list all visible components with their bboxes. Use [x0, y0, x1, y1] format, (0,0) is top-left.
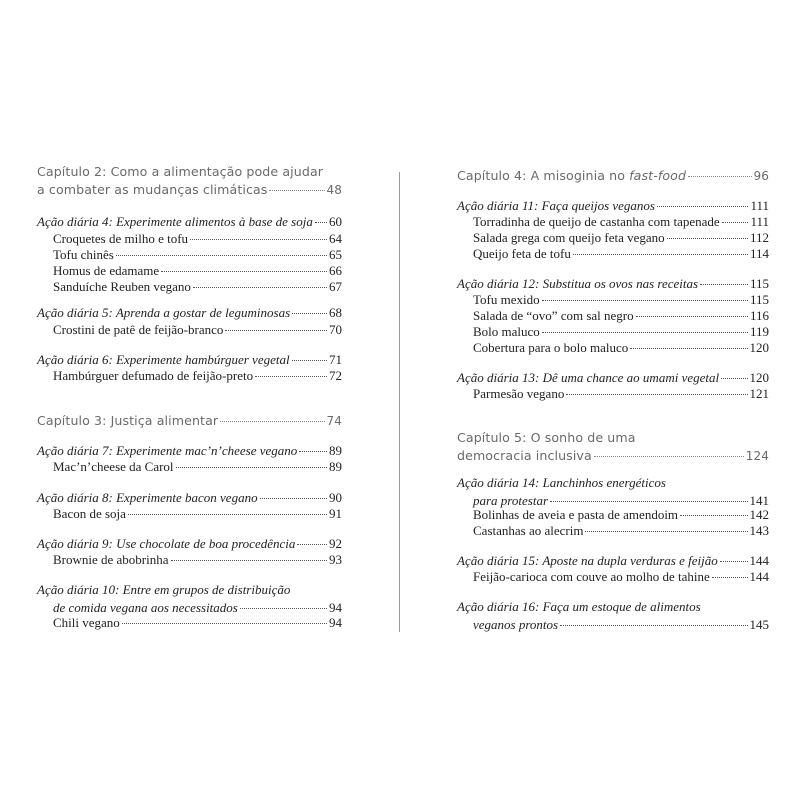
- toc-entry-label: Sanduíche Reuben vegano: [53, 279, 191, 294]
- dot-leader: [720, 561, 748, 562]
- dot-leader: [573, 254, 748, 255]
- toc-entry-label: Cobertura para o bolo maluco: [473, 340, 629, 355]
- toc-entry-label: a combater as mudanças climáticas: [37, 182, 268, 197]
- toc-chapter-3[interactable]: [37, 412, 342, 430]
- dot-leader: [636, 316, 748, 317]
- toc-entry-label-prefix: Capítulo 4: A misoginia no: [457, 168, 630, 183]
- toc-page-number: 124: [745, 449, 769, 463]
- toc-page-number: 71: [329, 352, 342, 367]
- toc-entry-label: Capítulo 5: O sonho de uma: [457, 430, 636, 445]
- toc-entry-label: veganos prontos: [473, 617, 559, 632]
- toc-page-number: 68: [329, 305, 342, 320]
- toc-entry-label: Capítulo 3: Justiça alimentar: [37, 413, 219, 428]
- toc-action-5[interactable]: [37, 304, 342, 322]
- dot-leader: [315, 222, 327, 223]
- dot-leader: [240, 608, 327, 609]
- toc-page-number: 66: [329, 263, 342, 278]
- toc-page-number: 74: [326, 414, 342, 428]
- toc-chapter-5[interactable]: [457, 429, 769, 465]
- toc-entry-label: Ação diária 9: Use chocolate de boa procedência: [37, 536, 296, 551]
- dot-leader: [542, 300, 748, 301]
- toc-recipe[interactable]: [37, 551, 342, 569]
- toc-entry-label: Salada grega com queijo feta vegano: [473, 230, 665, 245]
- dot-leader: [700, 284, 748, 285]
- toc-entry-label: democracia inclusiva: [457, 448, 592, 463]
- toc-page-number: 116: [749, 308, 769, 323]
- toc-page-number: 94: [329, 600, 342, 615]
- toc-page-number: 144: [749, 569, 769, 584]
- toc-entry-label: Capítulo 2: Como a alimentação pode ajudar: [37, 164, 324, 179]
- toc-page-number: 60: [329, 214, 342, 229]
- toc-entry-label: Ação diária 14: Lanchinhos energéticos: [457, 475, 666, 490]
- dot-leader: [688, 176, 751, 177]
- dot-leader: [220, 421, 324, 422]
- dot-leader: [721, 378, 747, 379]
- toc-page-number: 91: [329, 506, 342, 521]
- toc-page-number: 141: [749, 493, 769, 508]
- toc-entry-label: Ação diária 4: Experimente alimentos à base de soja: [37, 214, 313, 229]
- toc-page-number: 142: [749, 507, 769, 522]
- toc-page-number: 89: [329, 459, 342, 474]
- toc-page-number: 120: [749, 340, 769, 355]
- toc-page-number: 144: [749, 553, 769, 568]
- dot-leader: [657, 206, 748, 207]
- toc-entry-label: Ação diária 6: Experimente hambúrguer vegetal: [37, 352, 290, 367]
- dot-leader: [225, 330, 327, 331]
- toc-page-number: 64: [329, 231, 342, 246]
- toc-page-number: 96: [753, 169, 769, 183]
- toc-page-number: 111: [750, 214, 769, 229]
- toc-chapter-4[interactable]: [457, 167, 769, 185]
- toc-recipe[interactable]: [37, 321, 342, 339]
- toc-entry-label: Mac’n’cheese da Carol: [53, 459, 174, 474]
- toc-entry-label: Ação diária 15: Aposte na dupla verduras e feijão: [457, 553, 718, 568]
- dot-leader: [161, 271, 327, 272]
- toc-entry-label: Crostini de patê de feijão-branco: [53, 322, 224, 337]
- toc-page-number: 143: [749, 523, 769, 538]
- toc-page-number: 119: [749, 324, 769, 339]
- dot-leader: [116, 255, 327, 256]
- toc-entry-label: [457, 167, 686, 185]
- toc-action-4[interactable]: [37, 213, 342, 231]
- toc-entry-label: Ação diária 16: Faça um estoque de alimentos: [457, 599, 701, 614]
- toc-page-number: 145: [749, 617, 769, 632]
- dot-leader: [292, 313, 327, 314]
- dot-leader: [722, 222, 749, 223]
- toc-entry-label: Croquetes de milho e tofu: [53, 231, 189, 246]
- toc-entry-label: Queijo feta de tofu: [473, 246, 571, 261]
- toc-recipe[interactable]: [37, 614, 342, 632]
- toc-entry-label: Tofu mexido: [473, 292, 540, 307]
- toc-entry-label: Ação diária 11: Faça queijos veganos: [457, 198, 655, 213]
- toc-entry-label: Tofu chinês: [53, 247, 114, 262]
- dot-leader: [560, 625, 747, 626]
- toc-page-number: 94: [329, 615, 342, 630]
- toc-page-number: 121: [749, 386, 769, 401]
- toc-entry-label: Hambúrguer defumado de feijão-preto: [53, 368, 254, 383]
- toc-entry-label: Castanhas ao alecrim: [473, 523, 584, 538]
- dot-leader: [269, 190, 324, 191]
- dot-leader: [594, 456, 744, 457]
- toc-entry-label: Homus de edamame: [53, 263, 160, 278]
- toc-entry-label: Salada de “ovo” com sal negro: [473, 308, 634, 323]
- dot-leader: [712, 577, 748, 578]
- toc-entry-label: Ação diária 12: Substitua os ovos nas receitas: [457, 276, 699, 291]
- toc-entry-label: Feijão-carioca com couve ao molho de tahine: [473, 569, 710, 584]
- dot-leader: [260, 498, 327, 499]
- toc-entry-label: Ação diária 10: Entre em grupos de distribuição: [37, 582, 291, 597]
- toc-entry-label: Bacon de soja: [53, 506, 126, 521]
- dot-leader: [128, 514, 327, 515]
- toc-page-number: 72: [329, 368, 342, 383]
- dot-leader: [566, 394, 747, 395]
- dot-leader: [630, 348, 747, 349]
- toc-recipe[interactable]: [457, 245, 769, 263]
- toc-page-number: 65: [329, 247, 342, 262]
- toc-page-number: 70: [329, 322, 342, 337]
- toc-page-number: 89: [329, 443, 342, 458]
- toc-recipe[interactable]: [37, 505, 342, 523]
- dot-leader: [255, 376, 327, 377]
- toc-entry-label: Parmesão vegano: [473, 386, 565, 401]
- dot-leader: [299, 451, 327, 452]
- toc-entry-label: de comida vegana aos necessitados: [53, 600, 238, 615]
- toc-chapter-2[interactable]: [37, 163, 342, 199]
- toc-entry-label: Bolinhas de aveia e pasta de amendoim: [473, 507, 679, 522]
- dot-leader: [680, 515, 747, 516]
- toc-entry-label: Torradinha de queijo de castanha com tapenade: [473, 214, 720, 229]
- dot-leader: [667, 238, 748, 239]
- toc-page-number: 112: [749, 230, 769, 245]
- toc-page-number: 93: [329, 552, 342, 567]
- toc-recipe[interactable]: [457, 339, 769, 357]
- toc-page-number: 90: [329, 490, 342, 505]
- toc-entry-label: Chili vegano: [53, 615, 120, 630]
- toc-page-number: 67: [329, 279, 342, 294]
- dot-leader: [550, 501, 748, 502]
- toc-action-16[interactable]: [457, 598, 769, 634]
- toc-recipe[interactable]: [457, 568, 769, 586]
- toc-page-number: 115: [749, 276, 769, 291]
- toc-entry-label-italic: fast-food: [629, 168, 687, 183]
- right-page: [457, 0, 769, 800]
- toc-action-14[interactable]: [457, 474, 769, 510]
- dot-leader: [190, 239, 327, 240]
- toc-page-number: 120: [749, 370, 769, 385]
- left-page: [37, 0, 342, 800]
- page-gutter-divider: [399, 172, 400, 632]
- toc-page-number: 115: [749, 292, 769, 307]
- dot-leader: [176, 467, 327, 468]
- dot-leader: [122, 623, 327, 624]
- toc-recipe[interactable]: [37, 278, 342, 296]
- toc-page-number: 92: [329, 536, 342, 551]
- toc-recipe[interactable]: [457, 522, 769, 540]
- toc-entry-label: Ação diária 8: Experimente bacon vegano: [37, 490, 258, 505]
- toc-page-number: 111: [750, 198, 769, 213]
- toc-entry-label: Brownie de abobrinha: [53, 552, 169, 567]
- toc-entry-label: Bolo maluco: [473, 324, 540, 339]
- toc-page-number: 114: [749, 246, 769, 261]
- dot-leader: [193, 287, 327, 288]
- toc-action-10[interactable]: [37, 581, 342, 617]
- dot-leader: [585, 531, 747, 532]
- toc-page-number: 48: [326, 183, 342, 197]
- toc-entry-label: Ação diária 7: Experimente mac’n’cheese vegano: [37, 443, 298, 458]
- dot-leader: [542, 332, 748, 333]
- toc-entry-label: Ação diária 13: Dê uma chance ao umami vegetal: [457, 370, 720, 385]
- dot-leader: [292, 360, 327, 361]
- toc-entry-label: Ação diária 5: Aprenda a gostar de leguminosas: [37, 305, 291, 320]
- toc-entry-label: para protestar: [473, 493, 548, 508]
- toc-recipe[interactable]: [37, 367, 342, 385]
- toc-recipe[interactable]: [457, 385, 769, 403]
- toc-recipe[interactable]: [37, 458, 342, 476]
- dot-leader: [297, 544, 327, 545]
- dot-leader: [171, 560, 327, 561]
